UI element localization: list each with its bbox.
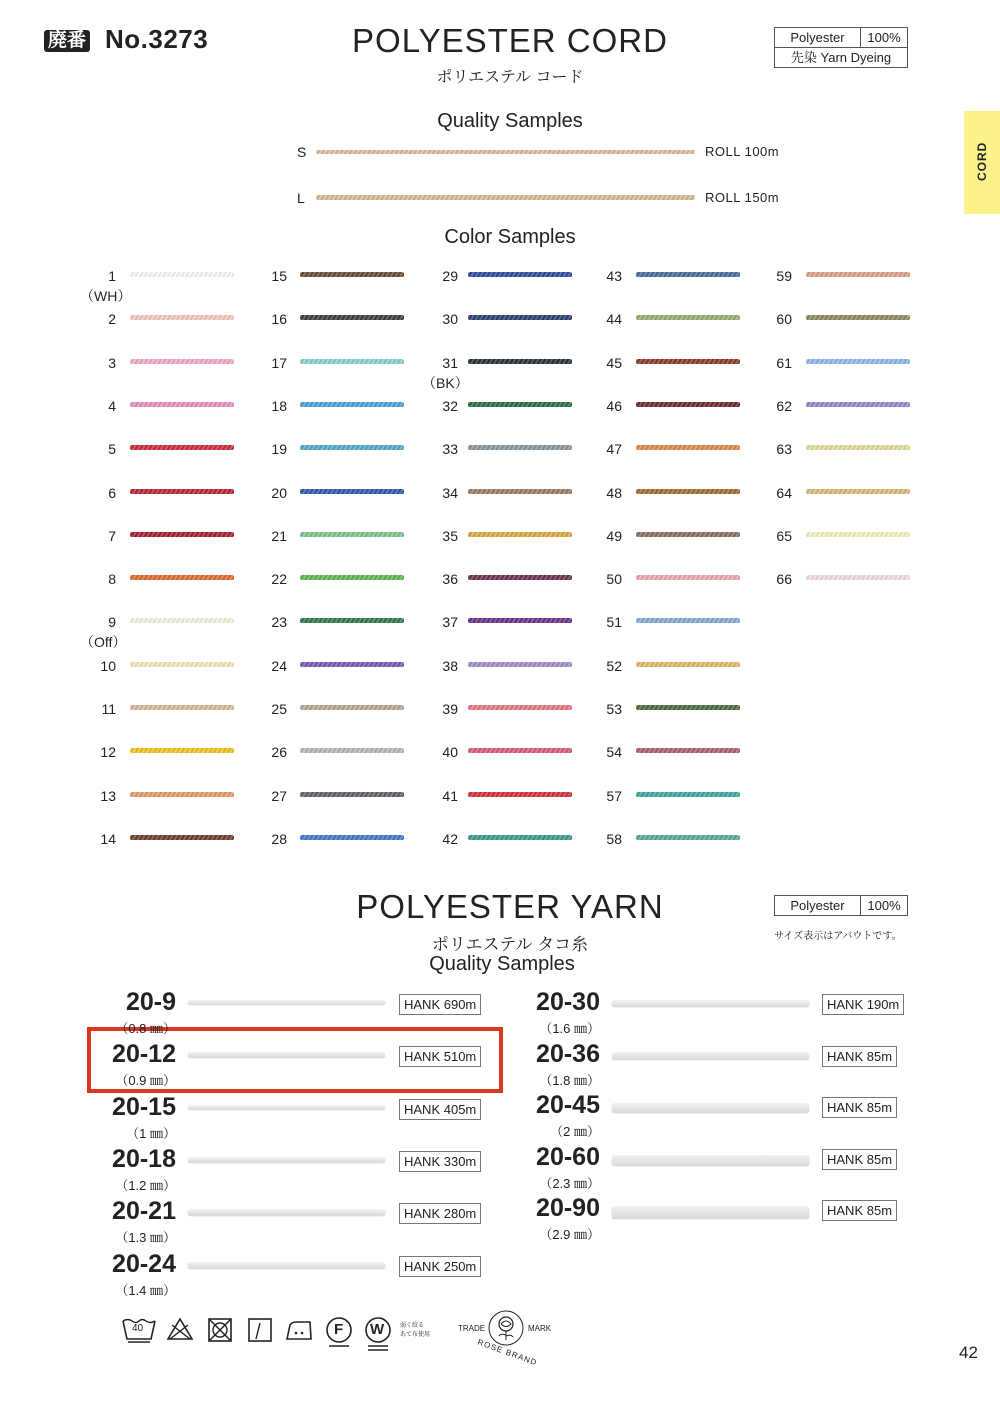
color-number: 17: [271, 354, 287, 371]
color-number: 42: [442, 830, 458, 847]
yarn-code: 20-9: [125, 988, 176, 1016]
yarn-code: 20-45: [536, 1091, 600, 1119]
color-number: 38: [442, 657, 458, 674]
line-dry-icon: [247, 1317, 273, 1343]
color-swatch: [636, 792, 740, 797]
yarn-size: （2 ㎜）: [550, 1124, 600, 1139]
hank-label: HANK 250m: [399, 1256, 481, 1277]
color-number: 41: [442, 787, 458, 804]
care-note: [400, 1322, 430, 1340]
color-swatch: [130, 618, 234, 623]
color-swatch: [300, 705, 404, 710]
brand-trade: TRADE: [458, 1324, 486, 1333]
color-swatch: [636, 575, 740, 580]
yarn-spec-material: Polyester: [775, 896, 861, 915]
quality-size-label: S: [297, 144, 307, 160]
color-swatch: [130, 748, 234, 753]
hank-label: HANK 85m: [822, 1097, 897, 1118]
color-swatch: [806, 532, 910, 537]
color-swatch: [806, 402, 910, 407]
quality-sample-line: [316, 195, 695, 200]
color-swatch: [806, 489, 910, 494]
color-swatch: [468, 835, 572, 840]
color-number: 60: [776, 311, 792, 328]
color-number: 16: [271, 311, 287, 328]
color-number: 24: [271, 657, 287, 674]
color-swatch: [806, 272, 910, 277]
iron-icon: [284, 1319, 314, 1341]
color-number: 48: [606, 484, 622, 501]
cord-quality-title: Quality Samples: [437, 110, 583, 132]
color-number: 10: [100, 657, 116, 674]
yarn-sample-line: [612, 1104, 809, 1113]
yarn-sample-line: [188, 1001, 385, 1005]
color-number: 31: [442, 354, 458, 371]
color-swatch: [636, 315, 740, 320]
quality-roll-label: ROLL 150m: [705, 190, 780, 205]
hank-label: HANK 405m: [399, 1099, 481, 1120]
yarn-title: POLYESTER YARN: [356, 888, 664, 925]
color-swatch: [468, 792, 572, 797]
color-swatch: [806, 445, 910, 450]
yarn-size: （1.2 ㎜）: [115, 1177, 176, 1193]
dry-clean-letter: F: [334, 1321, 344, 1338]
yarn-sample-line: [188, 1106, 385, 1111]
obsolete-badge: 廃番: [44, 30, 90, 52]
yarn-size: （1.3 ㎜）: [115, 1230, 176, 1246]
color-swatch: [468, 272, 572, 277]
yarn-size: （0.8 ㎜）: [115, 1021, 176, 1036]
color-swatch: [130, 315, 234, 320]
hank-label: HANK 85m: [822, 1046, 897, 1067]
yarn-spec-box: [774, 895, 908, 916]
quality-size-label: L: [297, 190, 305, 206]
wash-temp: 40: [132, 1323, 144, 1334]
color-swatch: [468, 532, 572, 537]
color-number: 49: [606, 527, 622, 544]
brand-name: ROSE BRAND: [476, 1337, 539, 1368]
yarn-code: 20-60: [536, 1142, 600, 1171]
color-swatch: [636, 445, 740, 450]
yarn-code: 20-18: [112, 1144, 176, 1173]
yarn-code: 20-36: [536, 1039, 600, 1068]
color-swatch: [806, 575, 910, 580]
color-number: 2: [108, 311, 116, 328]
color-swatch: [130, 445, 234, 450]
color-code-label: （Off）: [80, 634, 127, 651]
color-number: 52: [606, 657, 622, 674]
color-number: 36: [442, 571, 458, 588]
size-note: サイズ表示はアバウトです。: [774, 931, 902, 942]
color-number: 15: [271, 268, 287, 284]
hank-label: HANK 510m: [399, 1046, 481, 1067]
color-swatch: [468, 618, 572, 623]
color-swatch: [130, 575, 234, 580]
color-number: 3: [108, 354, 116, 371]
color-swatch: [468, 489, 572, 494]
color-swatch: [300, 748, 404, 753]
color-number: 43: [606, 268, 622, 284]
color-number: 27: [271, 787, 287, 804]
color-number: 58: [606, 830, 622, 847]
yarn-sample-line: [188, 1263, 385, 1269]
color-number: 32: [442, 397, 458, 414]
color-number: 5: [108, 441, 116, 458]
color-number: 47: [606, 441, 622, 458]
yarn-size: （2.3 ㎜）: [539, 1175, 600, 1191]
color-swatch: [468, 748, 572, 753]
color-swatch: [806, 315, 910, 320]
color-swatch: [636, 835, 740, 840]
quality-sample-line: [316, 150, 695, 154]
color-swatch: [468, 705, 572, 710]
color-number: 25: [271, 701, 287, 717]
yarn-sample-line: [612, 1156, 809, 1167]
color-swatch: [636, 532, 740, 537]
color-number: 35: [442, 527, 458, 544]
color-swatch: [468, 359, 572, 364]
color-number: 34: [442, 484, 458, 501]
color-swatch: [636, 402, 740, 407]
yarn-code: 20-15: [112, 1092, 176, 1121]
color-number: 63: [776, 441, 792, 458]
color-swatch: [130, 662, 234, 667]
yarn-title-jp: ポリエステル タコ糸: [431, 935, 589, 954]
color-swatch: [468, 402, 572, 407]
color-number: 19: [271, 441, 287, 458]
color-number: 18: [271, 397, 287, 414]
color-number: 39: [442, 701, 458, 717]
color-swatch: [468, 445, 572, 450]
color-number: 13: [100, 787, 116, 804]
color-number: 30: [442, 311, 458, 328]
color-number: 20: [271, 484, 287, 501]
color-swatch: [300, 402, 404, 407]
page-number: 42: [959, 1343, 978, 1362]
color-swatch: [130, 835, 234, 840]
page-title-jp: ポリエステル コード: [436, 69, 584, 86]
color-swatch: [130, 489, 234, 494]
spec-dyeing: 先染 Yarn Dyeing: [790, 50, 892, 65]
color-number: 9: [108, 614, 116, 631]
yarn-size: （1 ㎜）: [126, 1125, 176, 1141]
color-number: 40: [442, 744, 458, 761]
color-number: 21: [271, 527, 287, 544]
color-number: 23: [271, 614, 287, 631]
spec-percent: 100%: [867, 30, 901, 45]
hank-label: HANK 280m: [399, 1203, 481, 1224]
color-swatch: [130, 792, 234, 797]
yarn-size: （2.9 ㎜）: [539, 1227, 600, 1242]
color-number: 62: [776, 397, 792, 414]
color-swatch: [636, 748, 740, 753]
color-number: 64: [776, 484, 792, 501]
color-swatch: [300, 445, 404, 450]
hank-label: HANK 190m: [822, 994, 904, 1015]
color-code-label: （BK）: [422, 374, 469, 391]
color-number: 66: [776, 571, 792, 588]
color-number: 45: [606, 354, 622, 371]
color-swatch: [636, 272, 740, 277]
yarn-sample-line: [612, 1207, 809, 1219]
color-swatch: [130, 705, 234, 710]
color-number: 1: [108, 268, 116, 284]
page-title: POLYESTER CORD: [352, 22, 668, 59]
yarn-size: （1.6 ㎜）: [539, 1021, 600, 1036]
color-swatch: [130, 532, 234, 537]
color-swatch: [130, 402, 234, 407]
color-number: 22: [271, 571, 287, 588]
yarn-sample-line: [612, 1001, 809, 1007]
color-swatch: [300, 272, 404, 277]
color-number: 14: [100, 830, 116, 847]
color-number: 8: [108, 571, 116, 588]
yarn-code: 20-30: [536, 988, 600, 1016]
yarn-code: 20-12: [112, 1040, 176, 1069]
color-swatch: [636, 489, 740, 494]
cord-spec-box: [774, 27, 908, 68]
spec-material: Polyester: [775, 28, 861, 47]
color-number: 29: [442, 268, 458, 284]
color-swatch: [300, 359, 404, 364]
color-number: 28: [271, 830, 287, 847]
yarn-spec-percent: 100%: [867, 898, 901, 913]
yarn-sample-line: [188, 1210, 385, 1216]
color-samples-title: Color Samples: [444, 226, 576, 248]
color-number: 65: [776, 527, 792, 544]
color-swatch: [300, 792, 404, 797]
color-swatch: [300, 835, 404, 840]
hank-label: HANK 690m: [399, 994, 481, 1015]
care-symbols: [122, 1314, 562, 1394]
care-note-line: あて布使用: [400, 1332, 431, 1338]
color-number: 7: [108, 527, 116, 544]
color-swatch: [300, 489, 404, 494]
color-number: 61: [776, 354, 792, 371]
yarn-sample-line: [612, 1053, 809, 1061]
color-number: 26: [271, 744, 287, 761]
no-bleach-icon: [166, 1317, 194, 1341]
color-number: 57: [606, 787, 622, 804]
color-swatch: [636, 618, 740, 623]
yarn-size: （0.9 ㎜）: [115, 1073, 176, 1089]
color-number: 51: [606, 614, 622, 631]
color-number: 4: [108, 397, 116, 414]
color-swatch: [636, 705, 740, 710]
hank-label: HANK 330m: [399, 1151, 481, 1172]
color-number: 33: [442, 441, 458, 458]
color-number: 6: [108, 484, 116, 501]
color-code-label: （WH）: [80, 288, 132, 304]
color-swatch: [300, 618, 404, 623]
yarn-sample-line: [188, 1053, 385, 1057]
color-number: 12: [100, 744, 116, 761]
yarn-size: （1.8 ㎜）: [539, 1072, 600, 1088]
color-swatch: [300, 575, 404, 580]
color-swatch: [468, 662, 572, 667]
color-swatch: [300, 662, 404, 667]
side-tab-label: CORD: [975, 141, 989, 181]
yarn-size: （1.4 ㎜）: [115, 1282, 176, 1298]
color-swatch: [300, 315, 404, 320]
brand-mark: MARK: [528, 1324, 552, 1333]
color-swatch: [300, 532, 404, 537]
color-swatch: [636, 359, 740, 364]
color-swatch: [130, 272, 234, 277]
yarn-sample-line: [188, 1158, 385, 1163]
quality-roll-label: ROLL 100m: [705, 144, 780, 159]
color-number: 11: [101, 701, 116, 717]
color-swatch: [130, 359, 234, 364]
yarn-quality-title: Quality Samples: [429, 953, 575, 975]
wet-clean-letter: W: [370, 1321, 385, 1338]
color-number: 37: [442, 614, 458, 631]
color-number: 54: [606, 744, 622, 761]
product-number: No.3273: [105, 24, 209, 54]
hank-label: HANK 85m: [822, 1149, 897, 1170]
care-note-line: 弱く絞る: [400, 1323, 425, 1329]
color-swatch: [636, 662, 740, 667]
color-number: 50: [606, 571, 622, 588]
color-swatch: [468, 575, 572, 580]
color-number: 59: [776, 268, 792, 284]
yarn-code: 20-21: [112, 1197, 176, 1226]
yarn-code: 20-24: [112, 1249, 176, 1278]
color-swatch: [468, 315, 572, 320]
color-number: 44: [606, 311, 622, 328]
hank-label: HANK 85m: [822, 1200, 897, 1221]
yarn-code: 20-90: [536, 1194, 600, 1222]
color-number: 46: [606, 397, 622, 414]
color-swatch: [806, 359, 910, 364]
color-number: 53: [606, 701, 622, 717]
no-tumble-dry-icon: [207, 1317, 233, 1343]
